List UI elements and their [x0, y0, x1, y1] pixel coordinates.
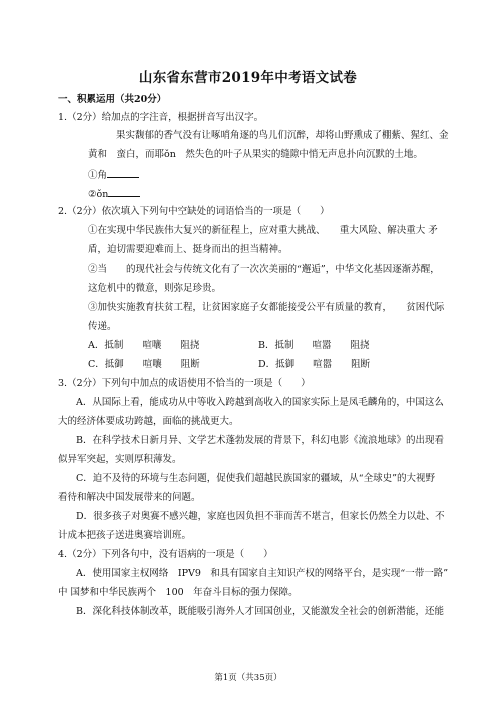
question-2-sentence-1b: 盾，迫切需要迎难而上、挺身而出的担当精神。 — [88, 244, 288, 255]
question-3-option-a-line-1[interactable]: A．从国际上看，能成功从中等收入跨越到高收入的国家实际上是凤毛麟角的，中国这么 — [76, 397, 444, 408]
item-2-label: ②ǒn — [88, 189, 109, 200]
question-1-item-1 — [88, 168, 139, 182]
question-4-option-b-line-1[interactable]: B．深化科技体制改革，既能吸引海外人才回国创业，又能激发全社会的创新潜能，还能 — [76, 606, 444, 617]
question-3-option-c-line-1[interactable]: C．迫不及待的环境与生态问题，促使我们超越民族国家的疆域，从“全球史”的大视野 — [76, 473, 435, 484]
question-2-option-b[interactable]: B．抵制 喧嚣 阻挠 — [258, 340, 370, 351]
question-2-sentence-2b: 这危机中的微意，则弥足珍贵。 — [88, 283, 222, 294]
question-3-option-a-line-2: 大的经济体要成功跨越，面临的挑战更大。 — [58, 416, 239, 427]
question-2-option-d[interactable]: D．抵御 喧嚣 阻断 — [258, 359, 371, 370]
question-3-stem: 3.（2分）下列句中加点的成语使用不恰当的一项是（ ） — [58, 378, 311, 389]
question-3-option-d-line-1[interactable]: D．很多孩子对奥赛不感兴趣，家庭也因负担不菲而苦不堪言，但家长仍然全力以赴、不 — [76, 511, 445, 522]
item-1-label: ①角 — [88, 170, 108, 181]
question-3-option-b-line-2: 似异军突起，实则厚积薄发。 — [58, 454, 182, 465]
question-3-option-d-line-2: 计成本把孩子送进奥赛培训班。 — [58, 530, 192, 541]
question-1-passage-line-1: 果实馥郁的香气没有让啄哨角逐的鸟儿们沉醉，却将山野熏成了棚紫、猩红、金 — [116, 130, 449, 141]
question-4-stem: 4.（2分）下列各句中，没有语病的一项是（ ） — [58, 549, 273, 560]
question-2-sentence-3b: 传递。 — [88, 321, 117, 332]
section-heading: 一、积累运用（共20分） — [58, 94, 167, 105]
question-2-option-c[interactable]: C．抵御 喧嚷 阻断 — [88, 359, 200, 370]
question-4-option-a-line-2: 中 国梦和中华民族两个 100 年奋斗目标的强力保障。 — [58, 587, 298, 598]
answer-blank[interactable] — [107, 168, 139, 178]
question-1-passage-line-2: 黄和 蛮白，而耶ǒn 然失色的叶子从果实的缝隙中悄无声息扑向沉默的土地。 — [88, 149, 423, 160]
question-2-sentence-3a: ③加快实施教育扶贫工程，让贫困家庭子女都能接受公平有质量的教育， 贫困代际 — [88, 302, 445, 313]
question-2-sentence-1a: ①在实现中华民族伟大复兴的新征程上，应对重大挑战、 重大风险、解决重大 矛 — [88, 225, 438, 236]
question-2-option-a[interactable]: A．抵制 喧嚷 阻挠 — [88, 340, 200, 351]
question-2-stem: 2.（2分）依次填入下列句中空缺处的词语恰当的一项是（ ） — [58, 206, 330, 217]
answer-blank[interactable] — [108, 187, 140, 197]
question-3-option-c-line-2: 看待和解决中国发展带来的问题。 — [58, 492, 201, 503]
question-1-item-2 — [88, 187, 140, 201]
question-3-option-b-line-1[interactable]: B．在科学技术日新月异、文学艺术蓬勃发展的背景下，科幻电影《流浪地球》的出现看 — [76, 435, 444, 446]
document-title: 山东省东营市2019年中考语文试卷 — [138, 70, 358, 86]
question-1-stem: 1.（2分）给加点的字注音，根据拼音写出汉字。 — [58, 112, 264, 123]
page-footer: 第1页（共35页） — [214, 673, 282, 683]
question-2-sentence-2a: ②当 的现代社会与传统文化有了一次次美丽的“邂逅”，中华文化基因逐渐苏醒， — [88, 264, 440, 275]
question-4-option-a-line-1[interactable]: A．使用国家主权网络 IPV9 和具有国家自主知识产权的网络平台，是实现“一带一路” — [76, 568, 449, 579]
